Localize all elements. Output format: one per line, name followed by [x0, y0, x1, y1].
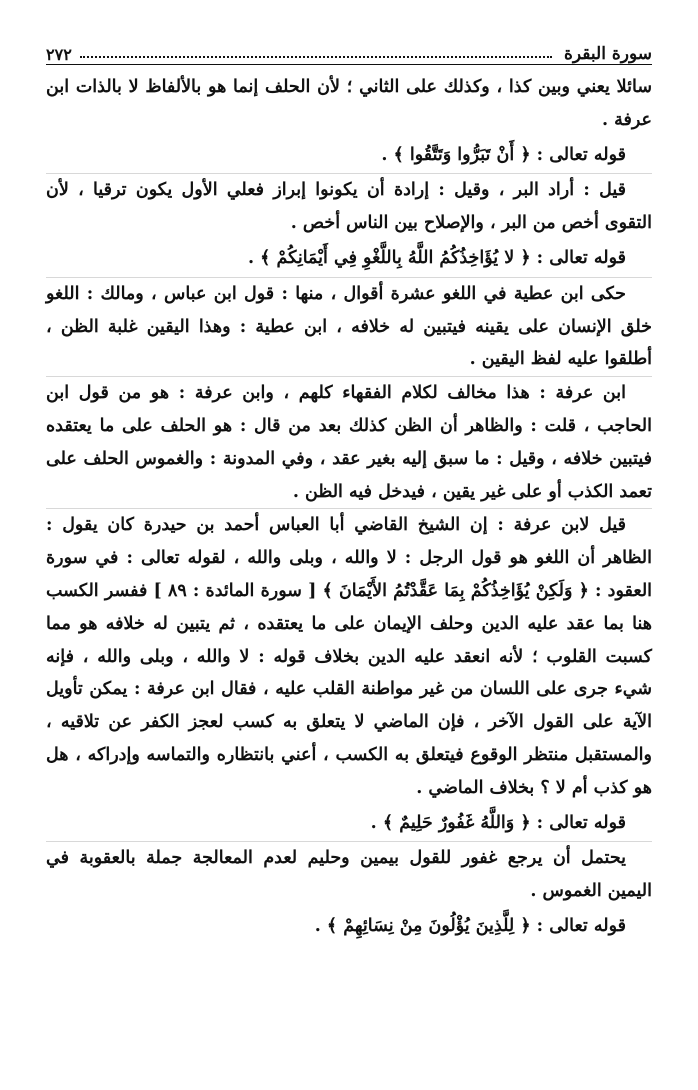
page-header: [46, 34, 652, 65]
paragraph-3: حكى ابن عطية في اللغو عشرة أقوال ، منها : قول ابن عباس ، ومالك : اللغو خلق الإنسان على يقينه فيتبين له خلافه ، ابن عطية : وهذا اليقين غلبة الظن ، أطلقوا عليه لفظ اليقين .: [46, 277, 652, 376]
paragraph-4: ابن عرفة : هذا مخالف لكلام الفقهاء كلهم ، وابن عرفة : هو من قول ابن الحاجب ، قلت : والظاهر أن الظن كذلك بعد من قال : هو الحلف على ما يعتقده فيتبين خلافه ، وقيل : ما سبق إليه بغير عقد ، وفي المدونة : والغموس الحلف على تعمد الكذب أو على غير يقين ، فيدخل فيه الظن .: [46, 376, 652, 508]
header-dotted-leader: [80, 56, 552, 58]
page-number: ٢٧٢: [46, 45, 72, 64]
paragraph-5: قيل لابن عرفة : إن الشيخ القاضي أبا العباس أحمد بن حيدرة كان يقول : الظاهر أن اللغو هو قول الرجل : لا والله ، وبلى والله ، لقوله تعالى : في سورة العقود : ﴿ وَلَكِنْ يُؤَاخِذُكُمْ بِمَا عَقَّدْتُمُ الأَيْمَانَ ﴾ [ سورة المائدة : ٨٩ ] ففسر الكسب هنا بما عقد عليه الدين وحلف الإيمان على ما يعتقده ، ثم يتبين له خلافه هو مما كسبت القلوب ؛ لأنه انعقد عليه الدين بخلاف قوله : لا والله ، وبلى والله ، فإنه شيء جرى على اللسان من غير مواطنة القلب عليه ، فقال ابن عرفة : يمكن تأويل الآية على القول الآخر ، فإن الماضي لا يتعلق به كسب لعجز الكفر عن تلاقيه ، والمستقبل منتظر الوقوع فيتعلق به الكسب ، أعني بانتظاره والتماسه وإدراكه ، هل هو كذب أم لا ؟ بخلاف الماضي .: [46, 508, 652, 804]
paragraph-2: قيل : أراد البر ، وقيل : إرادة أن يكونوا إبراز فعلي الأول يكون ترقيا ، لأن التقوى أخص من البر ، والإصلاح بين الناس أخص .: [46, 173, 652, 240]
verse-heading-1: قوله تعالى : ﴿ أَنْ تَبَرُّوا وَتَتَّقُوا ﴾ .: [381, 144, 626, 165]
surah-title: سورة البقرة: [564, 44, 652, 64]
paragraph-1: سائلا يعني وبين كذا ، وكذلك على الثاني ؛ لأن الحلف إنما هو بالألفاظ لا بالذات ابن عرفة .: [46, 77, 652, 130]
verse-heading-4: قوله تعالى : ﴿ لِلَّذِينَ يُؤْلُونَ مِنْ نِسَائِهِمْ ﴾ .: [314, 915, 626, 936]
verse-heading-2: قوله تعالى : ﴿ لا يُؤَاخِذُكُمُ اللَّهُ بِاللَّغْوِ فِي أَيْمَانِكُمْ ﴾ .: [248, 247, 626, 268]
paragraph-6: يحتمل أن يرجع غفور للقول بيمين وحليم لعدم المعالجة جملة بالعقوبة في اليمين الغموس .: [46, 841, 652, 908]
verse-heading-3: قوله تعالى : ﴿ وَاللَّهُ غَفُورٌ حَلِيمٌ ﴾ .: [370, 812, 626, 833]
